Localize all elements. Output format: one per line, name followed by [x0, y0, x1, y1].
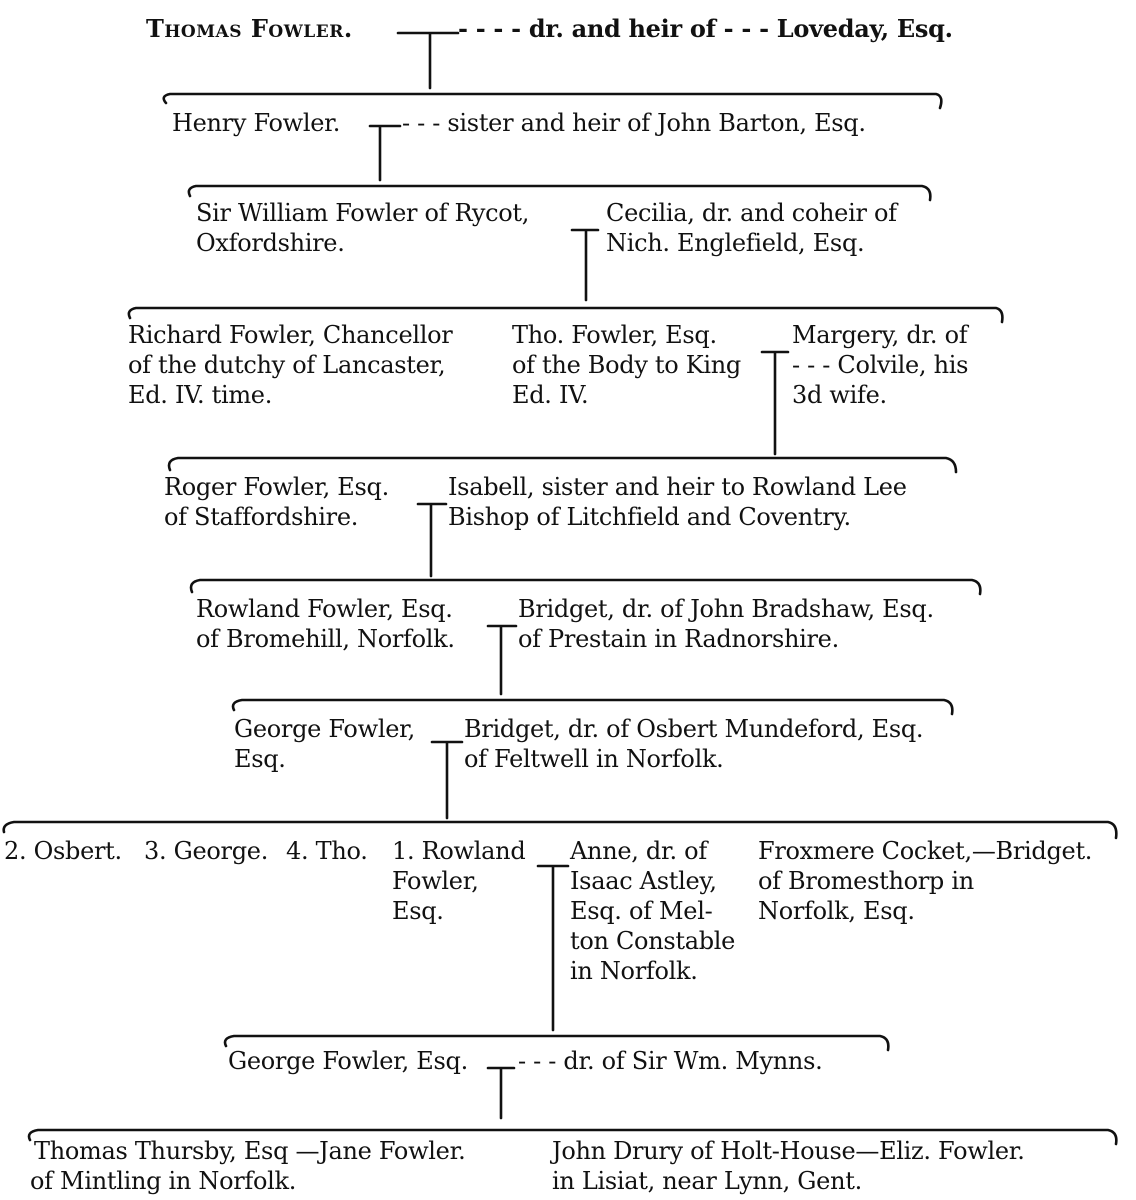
name-roger-fowler-line2: of Staffordshire. — [164, 503, 359, 531]
spouse-anne-line4: ton Constable — [570, 927, 736, 955]
marriage-tee-9 — [488, 1068, 514, 1118]
name-george-fowler-line1: George Fowler, — [234, 715, 415, 743]
spouse-margery-line3: 3d wife. — [792, 381, 887, 409]
spouse-margery-line1: Margery, dr. of — [792, 321, 968, 349]
name-tho: 4. Tho. — [286, 837, 368, 865]
name-rowland-fowler-line1: Rowland Fowler, Esq. — [196, 595, 453, 623]
name-george-fowler-jr: George Fowler, Esq. — [228, 1047, 468, 1075]
marriage-tee-4 — [762, 352, 788, 454]
spouse-isabell-line2: Bishop of Litchfield and Coventry. — [448, 503, 851, 531]
marriage-tee-2 — [370, 126, 400, 180]
name-richard-fowler-line1: Richard Fowler, Chancellor — [128, 321, 453, 349]
marriage-tee-5 — [418, 504, 446, 576]
name-osbert: 2. Osbert. — [4, 837, 122, 865]
name-drury-line1: John Drury of Holt-House—Eliz. Fowler. — [552, 1137, 1025, 1165]
spouse-isabell-line1: Isabell, sister and heir to Rowland Lee — [448, 473, 907, 501]
spouse-anne-line5: in Norfolk. — [570, 957, 698, 985]
name-froxmere-line3: Norfolk, Esq. — [758, 897, 915, 925]
name-tho-fowler-line3: Ed. IV. — [512, 381, 589, 409]
name-thursby-line1: Thomas Thursby, Esq —Jane Fowler. — [34, 1137, 466, 1165]
spouse-bridget-bradshaw-line1: Bridget, dr. of John Bradshaw, Esq. — [518, 595, 934, 623]
spouse-margery-line2: - - - Colvile, his — [792, 351, 969, 379]
name-william-fowler-line1: Sir William Fowler of Rycot, — [196, 199, 530, 227]
name-tho-fowler-line2: of the Body to King — [512, 351, 741, 379]
sibling-brace-5 — [191, 580, 980, 594]
name-rowland-fowler-line2: of Bromehill, Norfolk. — [196, 625, 455, 653]
spouse-anne-line1: Anne, dr. of — [570, 837, 707, 865]
spouse-cecilia-line2: Nich. Englefield, Esq. — [606, 229, 865, 257]
name-rowland-line1: 1. Rowland — [392, 837, 526, 865]
sibling-brace-1 — [164, 94, 942, 108]
name-george: 3. George. — [144, 837, 269, 865]
name-william-fowler-line2: Oxfordshire. — [196, 229, 345, 257]
marriage-tee-1 — [398, 33, 458, 88]
sibling-brace-4 — [169, 458, 956, 472]
name-richard-fowler-line3: Ed. IV. time. — [128, 381, 273, 409]
name-thomas-fowler: Thomas Fowler. — [146, 14, 353, 43]
sibling-brace-6 — [233, 700, 952, 714]
spouse-mynns: - - - dr. of Sir Wm. Mynns. — [518, 1047, 823, 1075]
name-froxmere-line1: Froxmere Cocket,—Bridget. — [758, 837, 1093, 865]
spouse-loveday: - - - - dr. and heir of - - - Loveday, Esq. — [458, 14, 953, 43]
spouse-bridget-bradshaw-line2: of Prestain in Radnorshire. — [518, 625, 839, 653]
name-froxmere-line2: of Bromesthorp in — [758, 867, 974, 895]
spouse-anne-line2: Isaac Astley, — [570, 867, 717, 895]
name-tho-fowler-line1: Tho. Fowler, Esq. — [512, 321, 717, 349]
name-richard-fowler-line2: of the dutchy of Lancaster, — [128, 351, 446, 379]
name-george-fowler-line2: Esq. — [234, 745, 286, 773]
marriage-tee-7 — [432, 742, 462, 818]
name-thursby-line2: of Mintling in Norfolk. — [30, 1167, 297, 1195]
spouse-anne-line3: Esq. of Mel- — [570, 897, 713, 925]
marriage-tee-8 — [538, 866, 568, 1030]
name-henry-fowler: Henry Fowler. — [172, 109, 341, 137]
marriage-tee-3 — [572, 230, 598, 300]
spouse-cecilia-line1: Cecilia, dr. and coheir of — [606, 199, 897, 227]
name-rowland-line2: Fowler, — [392, 867, 479, 895]
marriage-tee-6 — [488, 626, 516, 694]
spouse-barton: - - - sister and heir of John Barton, Esq. — [402, 109, 866, 137]
name-rowland-line3: Esq. — [392, 897, 444, 925]
spouse-bridget-mundeford-line2: of Feltwell in Norfolk. — [464, 745, 724, 773]
name-roger-fowler-line1: Roger Fowler, Esq. — [164, 473, 389, 501]
spouse-bridget-mundeford-line1: Bridget, dr. of Osbert Mundeford, Esq. — [464, 715, 924, 743]
name-drury-line2: in Lisiat, near Lynn, Gent. — [552, 1167, 862, 1195]
